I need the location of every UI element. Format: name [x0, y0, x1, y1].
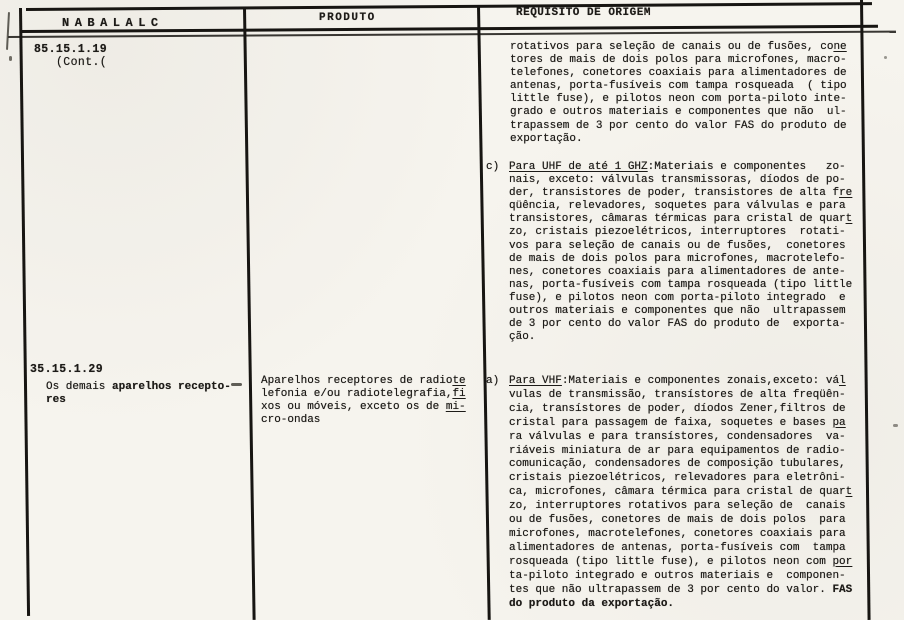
text-line: res: [46, 394, 66, 407]
text-line: nes, conetores coaxiais para alimentadores de ante-: [509, 265, 846, 278]
table-left-border: [19, 8, 30, 616]
text-line: ta-piloto integrado e outros materiais e componen-: [509, 569, 846, 582]
text-line: tores de mais de dois polos para microfones, macro-: [510, 54, 847, 67]
column-header-produto: PRODUTO: [319, 12, 376, 24]
text-line: tes que não ultrapassem de 3 por cento do valor. FAS: [509, 583, 853, 596]
text-line: Para VHF:Materiais e componentes zonais,exceto: vál: [509, 375, 846, 387]
text-line: Para UHF de até 1 GHZ:Materiais e componentes zo-: [509, 161, 846, 173]
text-line: nas, porta-fusíveis com tampa rosqueada (tipo little: [509, 278, 853, 291]
text-line: ou de fusões, conetores de mais de dois polos para: [509, 514, 846, 527]
text-line: antenas, porta-fusíveis com tampa rosqueada ( tipo: [510, 80, 847, 93]
column-header-requisito: REQUISITO DE ORIGEM: [516, 7, 651, 19]
text-line: fuse), e pilotos neon com porta-piloto integrado e: [509, 291, 846, 304]
stray-speck-2: [893, 424, 898, 427]
text-line: Aparelhos receptores de radiote: [261, 375, 466, 387]
text-line: cia, transístores de poder, díodos Zener,filtros de: [509, 402, 846, 415]
column-divider-1: [243, 8, 255, 620]
text-line: cro-ondas: [261, 414, 321, 427]
text-line: vos para seleção de canais ou de fusões, conetores: [509, 239, 846, 252]
text-line: comunicação, condensadores de composição tubulares,: [509, 458, 846, 471]
text-line: outros materiais e componentes que não ultrapassem: [509, 305, 846, 318]
text-line: telefones, conetores coaxiais para alimentadores de: [510, 67, 847, 80]
stray-dash: [231, 383, 242, 386]
text-line: lefonia e/ou radiotelegrafia,fi: [261, 388, 466, 401]
column-divider-2: [477, 6, 490, 620]
text-line: vulas de transmissão, transístores de alta freqüên-: [509, 388, 846, 401]
text-line: rotativos para seleção de canais ou de fusões, cone: [510, 41, 847, 53]
requisito-block-c: [509, 161, 852, 344]
text-line: zo, interruptores rotativos para seleção de canais: [509, 500, 846, 513]
stray-speck-1: [884, 56, 887, 59]
code-85-15-1-19: 85.15.1.19: [34, 43, 108, 56]
requisito-block-continuation: [510, 41, 847, 146]
code-85-15-1-19-cont: (Cont.(: [56, 56, 108, 69]
text-line: zo, cristais piezoelétricos, interruptores rotati-: [509, 226, 846, 239]
text-line: ca, microfones, câmara térmica para cristal de quart: [509, 486, 853, 499]
table-right-border: [860, 0, 870, 620]
product-description: [261, 375, 466, 427]
text-line: xos ou móveis, exceto os de mi-: [261, 401, 466, 414]
text-line: microfones, macrotelefones, conetores coaxiais para: [509, 527, 846, 540]
text-line: de mais de dois polos para microfones, macrotelefo-: [509, 252, 846, 265]
text-line: do produto da exportação.: [509, 597, 675, 610]
text-line: alimentadores de antenas, porta-fusíveis com tampa: [509, 541, 846, 554]
text-line: nais, exceto: válvulas transmissoras, díodos de po-: [509, 174, 846, 187]
table-top-border: [26, 2, 872, 11]
text-line: qüência, relevadores, soquetes para válvulas e para: [509, 200, 846, 213]
text-line: little fuse), e pilotos neon com porta-piloto inte-: [510, 93, 847, 106]
requisito-block-a: [509, 375, 852, 611]
code-35-15-1-29-description: [46, 381, 231, 407]
paragraph-label-c: c): [486, 161, 500, 173]
text-line: de 3 por cento do valor FAS do produto de exporta-: [509, 318, 846, 331]
text-line: der, transistores de poder, transistores de alta fre: [509, 187, 853, 200]
text-line: Os demais aparelhos recepto-: [46, 381, 231, 393]
text-line: rosqueada (tipo little fuse), e pilotos neon com por: [509, 555, 853, 568]
text-line: exportação.: [510, 132, 583, 145]
margin-dot: [9, 56, 12, 61]
text-line: ra válvulas e para transístores, condensadores va-: [509, 430, 846, 443]
text-line: trapassem de 3 por cento do valor FAS do produto de: [510, 119, 847, 132]
text-line: transistores, câmaras térmicas para cristal de quart: [509, 213, 853, 226]
column-header-nabalalc: NABALALC: [62, 16, 164, 30]
text-line: cristais piezoelétricos, relevadores para eletrôni-: [509, 472, 846, 485]
paragraph-label-a: a): [486, 375, 500, 387]
text-line: riáveis miniatura de ar para equipamentos de radio-: [509, 444, 846, 457]
margin-pen-stroke: [6, 12, 10, 50]
text-line: grado e outros materiais e componentes que não ul-: [510, 106, 847, 119]
text-line: ção.: [509, 331, 536, 344]
text-line: cristal para passagem de faixa, soquetes e bases pa: [509, 416, 846, 429]
code-35-15-1-29: 35.15.1.29: [30, 363, 104, 376]
